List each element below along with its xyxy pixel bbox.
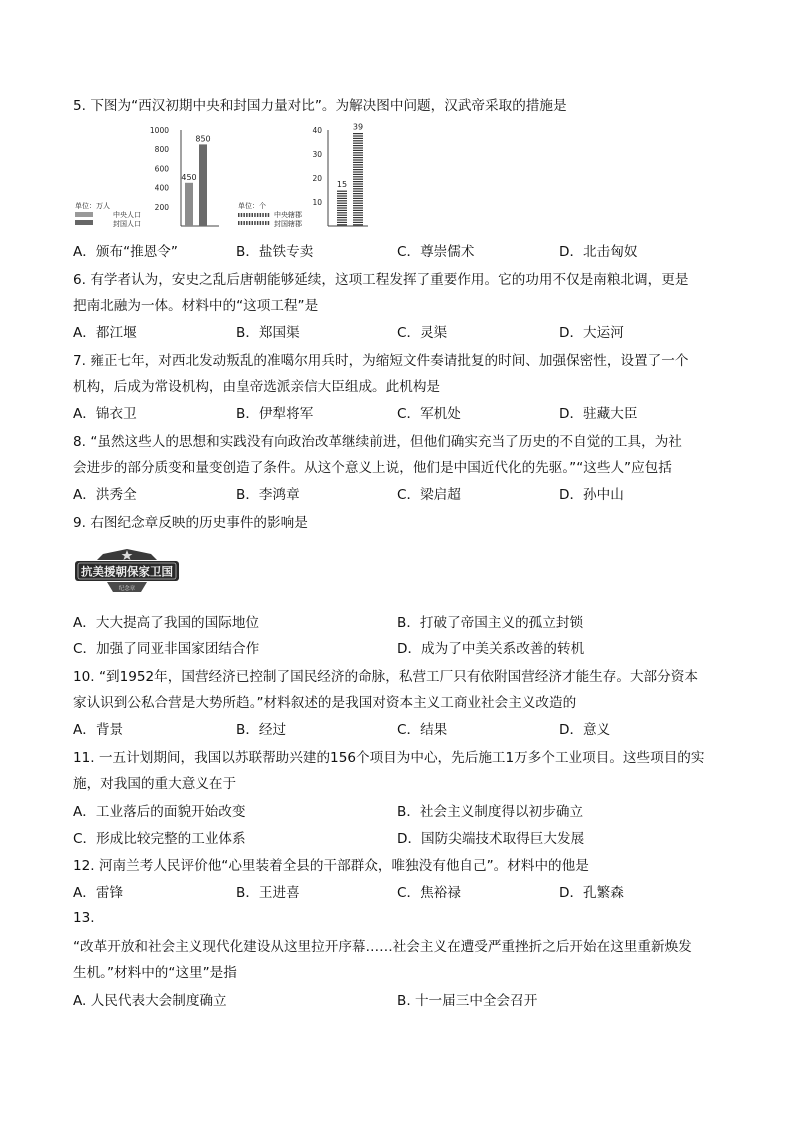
q10-stem-1: 10. “到1952年，国营经济已控制了国民经济的命脉，私营工厂只有依附国营经济才能生存。大部分资本 bbox=[73, 669, 698, 685]
commandery-unit bbox=[337, 207, 347, 208]
q12-option-d[interactable]: D．孔繁森 bbox=[559, 885, 624, 901]
q5-option-a[interactable]: A．颁布“推恩令” bbox=[73, 244, 178, 260]
bar-fief-commanderies bbox=[353, 133, 363, 225]
population-chart bbox=[73, 122, 223, 230]
q12-option-b[interactable]: B．王进喜 bbox=[236, 885, 300, 901]
bar-central-population bbox=[185, 183, 193, 226]
q13-option-b[interactable]: B. 十一届三中全会召开 bbox=[397, 993, 538, 1009]
commandery-unit bbox=[353, 143, 363, 144]
q11-stem-1: 11. 一五计划期间，我国以苏联帮助兴建的156个项目为中心，先后施工1万多个工业项目。这些项目的实 bbox=[73, 750, 705, 766]
chart1-unit: 单位：万人 bbox=[75, 202, 110, 210]
commandery-unit bbox=[353, 157, 363, 158]
chart2-ytick: 40 bbox=[312, 126, 322, 135]
q9-stem: 9. 右图纪念章反映的历史事件的影响是 bbox=[73, 515, 308, 531]
q6-stem-1: 6. 有学者认为，安史之乱后唐朝能够延续，这项工程发挥了重要作用。它的功用不仅是南粮北调，更是 bbox=[73, 272, 689, 288]
label-450: 450 bbox=[181, 172, 197, 182]
q6-stem-2: 把南北融为一体。材料中的“这项工程”是 bbox=[73, 298, 319, 314]
commandery-unit bbox=[337, 210, 347, 211]
q7-stem-1: 7. 雍正七年，对西北发动叛乱的准噶尔用兵时，为缩短文件奏请批复的时间、加强保密性，设置了一个 bbox=[73, 353, 689, 369]
commandery-unit bbox=[353, 138, 363, 139]
commemorative-badge-image bbox=[73, 548, 181, 596]
label-15: 15 bbox=[336, 180, 348, 189]
q10-option-a[interactable]: A．背景 bbox=[73, 722, 124, 738]
q10-option-c[interactable]: C．结果 bbox=[397, 722, 448, 738]
q12-stem: 12. 河南兰考人民评价他“心里装着全县的干部群众，唯独没有他自己”。材料中的他是 bbox=[73, 858, 589, 874]
commandery-unit bbox=[353, 219, 363, 220]
q12-option-a[interactable]: A．雷锋 bbox=[73, 885, 124, 901]
commandery-unit bbox=[353, 193, 363, 194]
commandery-unit bbox=[353, 162, 363, 163]
chart1-yticks bbox=[150, 126, 169, 212]
q9-option-d[interactable]: D．成为了中美关系改善的转机 bbox=[397, 641, 585, 657]
legend-swatch-fief bbox=[75, 220, 93, 225]
commandery-unit bbox=[353, 183, 363, 184]
commandery-unit bbox=[353, 212, 363, 213]
q10-option-b[interactable]: B．经过 bbox=[236, 722, 287, 738]
q10-option-d[interactable]: D．意义 bbox=[559, 722, 611, 738]
q9-option-a[interactable]: A．大大提高了我国的国际地位 bbox=[73, 615, 260, 631]
commandery-unit bbox=[337, 212, 347, 213]
commandery-unit bbox=[353, 200, 363, 201]
q6-option-c[interactable]: C．灵渠 bbox=[397, 325, 448, 341]
q8-stem-1: 8. “虽然这些人的思想和实践没有向政治改革继续前进，但他们确实充当了历史的不自觉的工具，为社 bbox=[73, 434, 682, 450]
commandery-unit bbox=[353, 207, 363, 208]
commandery-unit bbox=[353, 169, 363, 170]
chart1-ytick: 1000 bbox=[149, 126, 169, 135]
legend-central-commanderies: 中央辖郡 bbox=[274, 211, 302, 219]
commandery-unit bbox=[353, 186, 363, 187]
chart2-unit: 单位：个 bbox=[238, 202, 266, 210]
commandery-unit bbox=[353, 147, 363, 148]
commandery-unit bbox=[337, 191, 347, 192]
commandery-unit bbox=[353, 191, 363, 192]
commandery-unit bbox=[353, 152, 363, 153]
legend-central: 中央人口 bbox=[113, 211, 141, 219]
bar-central-commanderies bbox=[337, 191, 347, 226]
commandery-unit bbox=[353, 135, 363, 136]
commandery-unit bbox=[353, 174, 363, 175]
q5-option-c[interactable]: C．尊崇儒术 bbox=[397, 244, 475, 260]
commandery-unit bbox=[337, 219, 347, 220]
q8-option-a[interactable]: A．洪秀全 bbox=[73, 487, 137, 503]
q8-option-b[interactable]: B．李鸿章 bbox=[236, 487, 300, 503]
chart1-ytick: 200 bbox=[154, 202, 169, 212]
legend-swatch-central bbox=[75, 212, 93, 217]
commandery-unit bbox=[353, 155, 363, 156]
chart2-yticks bbox=[312, 126, 322, 207]
q11-option-b[interactable]: B．社会主义制度得以初步确立 bbox=[397, 804, 584, 820]
q11-option-d[interactable]: D．国防尖端技术取得巨大发展 bbox=[397, 831, 585, 847]
commandery-unit bbox=[353, 203, 363, 204]
q6-option-d[interactable]: D．大运河 bbox=[559, 325, 624, 341]
commandery-unit bbox=[337, 215, 347, 216]
commandery-unit bbox=[353, 188, 363, 189]
badge-text: 抗美援朝保家卫国 bbox=[81, 564, 173, 579]
q13-option-a[interactable]: A. 人民代表大会制度确立 bbox=[73, 993, 227, 1009]
commandery-unit bbox=[353, 217, 363, 218]
legend-fief-commanderies: 封国辖郡 bbox=[274, 220, 302, 228]
commandery-unit bbox=[353, 224, 363, 225]
legend-fief: 封国人口 bbox=[113, 220, 141, 228]
q11-stem-2: 施，对我国的重大意义在于 bbox=[73, 776, 237, 792]
commandery-unit bbox=[353, 215, 363, 216]
q7-option-d[interactable]: D．驻藏大臣 bbox=[559, 406, 638, 422]
q8-option-c[interactable]: C．梁启超 bbox=[397, 487, 461, 503]
q10-stem-2: 家认识到公私合营是大势所趋。”材料叙述的是我国对资本主义工商业社会主义改造的 bbox=[73, 695, 577, 711]
chart2-ytick: 10 bbox=[312, 198, 322, 207]
q7-option-c[interactable]: C．军机处 bbox=[397, 406, 461, 422]
q9-option-c[interactable]: C．加强了同亚非国家团结合作 bbox=[73, 641, 260, 657]
commandery-unit bbox=[337, 224, 347, 225]
commandery-unit bbox=[353, 145, 363, 146]
q12-option-c[interactable]: C．焦裕禄 bbox=[397, 885, 461, 901]
commandery-unit bbox=[353, 179, 363, 180]
chart2-ytick: 30 bbox=[312, 150, 322, 159]
q11-option-c[interactable]: C．形成比较完整的工业体系 bbox=[73, 831, 246, 847]
commandery-unit bbox=[353, 198, 363, 199]
commandery-unit bbox=[337, 205, 347, 206]
chart1-ytick: 600 bbox=[154, 164, 169, 174]
chart1-ytick: 400 bbox=[154, 183, 169, 193]
commandery-unit bbox=[353, 222, 363, 223]
commandery-unit bbox=[353, 140, 363, 141]
commandery-unit bbox=[337, 222, 347, 223]
q7-option-b[interactable]: B．伊犁将军 bbox=[236, 406, 314, 422]
commandery-unit bbox=[353, 205, 363, 206]
commandery-unit bbox=[337, 200, 347, 201]
q8-stem-2: 会进步的部分质变和量变创造了条件。从这个意义上说，他们是中国近代化的先驱。”“这些人”应包括 bbox=[73, 460, 672, 476]
badge-subtext: 纪念章 bbox=[118, 586, 136, 592]
commandery-unit bbox=[337, 193, 347, 194]
q11-option-a[interactable]: A．工业落后的面貌开始改变 bbox=[73, 804, 246, 820]
q13-number: 13. bbox=[73, 910, 95, 926]
bar-fief-population bbox=[199, 144, 207, 226]
q7-option-a[interactable]: A．锦衣卫 bbox=[73, 406, 137, 422]
commandery-chart bbox=[236, 122, 386, 230]
commandery-unit bbox=[337, 217, 347, 218]
commandery-unit bbox=[353, 150, 363, 151]
commandery-unit bbox=[337, 203, 347, 204]
commandery-unit bbox=[337, 198, 347, 199]
q6-option-b[interactable]: B．郑国渠 bbox=[236, 325, 300, 341]
commandery-unit bbox=[353, 171, 363, 172]
chart2-ytick: 20 bbox=[312, 174, 322, 183]
commandery-unit bbox=[353, 210, 363, 211]
q13-stem-1: “改革开放和社会主义现代化建设从这里拉开序幕……社会主义在遭受严重挫折之后开始在这里重新焕发 bbox=[73, 939, 692, 955]
q13-stem-2: 生机。”材料中的“这里”是指 bbox=[73, 965, 237, 981]
q7-stem-2: 机构，后成为常设机构，由皇帝选派亲信大臣组成。此机构是 bbox=[73, 379, 441, 395]
commandery-unit bbox=[353, 133, 363, 134]
chart1-ytick: 800 bbox=[154, 145, 169, 155]
commandery-unit bbox=[337, 195, 347, 196]
label-850: 850 bbox=[195, 134, 211, 144]
commandery-unit bbox=[353, 181, 363, 182]
commandery-unit bbox=[353, 176, 363, 177]
commandery-unit bbox=[353, 164, 363, 165]
q5-stem: 5. 下图为“西汉初期中央和封国力量对比”。为解决图中问题，汉武帝采取的措施是 bbox=[73, 98, 567, 114]
q9-option-b[interactable]: B．打破了帝国主义的孤立封锁 bbox=[397, 615, 584, 631]
q5-option-b[interactable]: B．盐铁专卖 bbox=[236, 244, 314, 260]
commandery-unit bbox=[353, 195, 363, 196]
q8-option-d[interactable]: D．孙中山 bbox=[559, 487, 624, 503]
label-39: 39 bbox=[352, 122, 364, 132]
q6-option-a[interactable]: A．都江堰 bbox=[73, 325, 137, 341]
commandery-unit bbox=[353, 167, 363, 168]
commandery-unit bbox=[353, 159, 363, 160]
q5-option-d[interactable]: D．北击匈奴 bbox=[559, 244, 638, 260]
